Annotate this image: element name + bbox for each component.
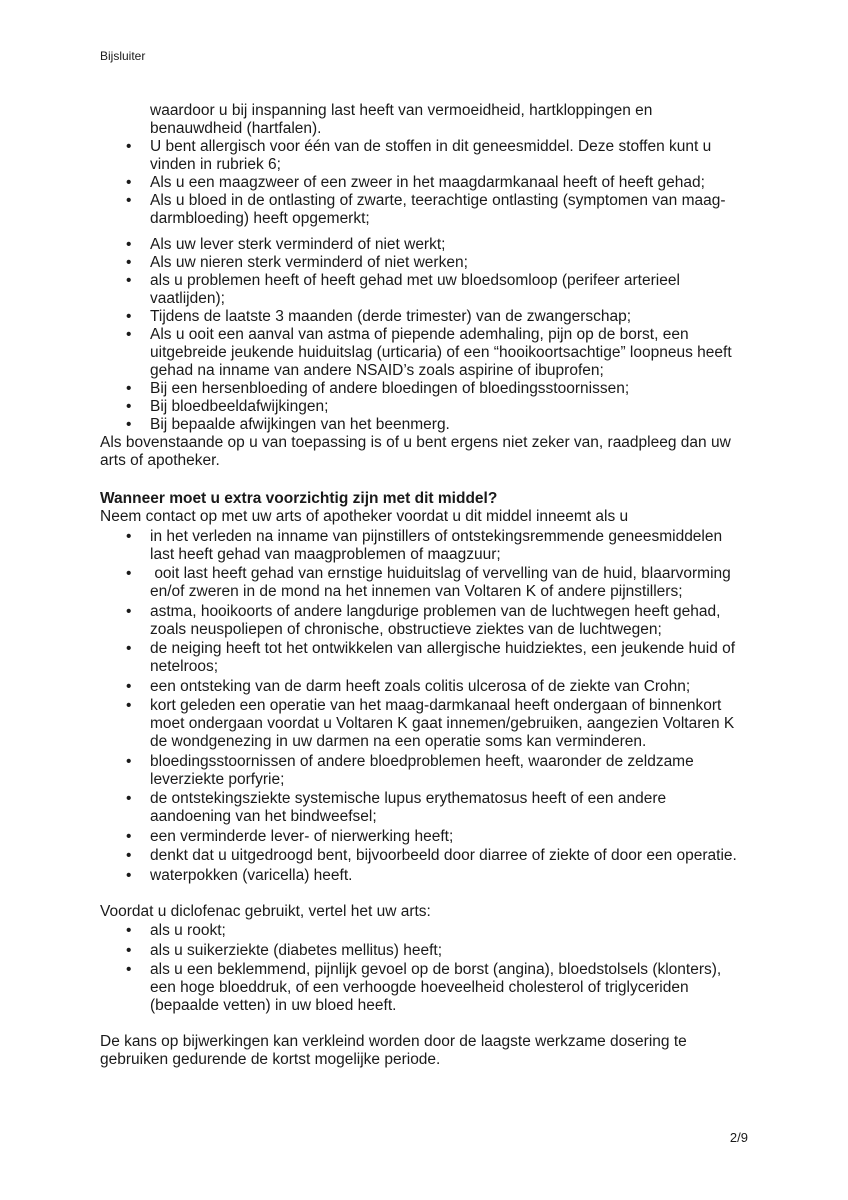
bullet-icon	[126, 603, 140, 621]
bullet-icon	[126, 272, 140, 290]
bullet-icon	[126, 416, 140, 434]
list-item	[100, 961, 742, 1015]
list-item-text: de ontstekingsziekte systemische lupus erythematosus heeft of een andere aandoening van het bindweefsel;	[150, 790, 671, 825]
bullet-icon	[126, 174, 140, 192]
bullet-icon	[126, 192, 140, 210]
list-item-text: Als u ooit een aanval van astma of piepende ademhaling, pijn op de borst, een uitgebreide jeukende huiduitslag (urticaria) of een “hooikoortsachtige” loopneus heeft gehad na inname van andere NSAID’s zoals aspirine of ibuprofen;	[150, 325, 736, 379]
bullet-icon	[126, 398, 140, 416]
bullet-icon	[126, 528, 140, 546]
bullet-icon	[126, 697, 140, 715]
list-item	[100, 697, 742, 751]
list-item-text: een verminderde lever- of nierwerking heeft;	[150, 827, 454, 845]
bullet-icon	[126, 961, 140, 979]
list-item-text: Als u bloed in de ontlasting of zwarte, teerachtige ontlasting (symptomen van maag-darmbloeding) heeft opgemerkt;	[150, 192, 726, 227]
list-item	[100, 565, 742, 601]
bullet-icon	[126, 753, 140, 771]
bullet-icon	[126, 308, 140, 326]
list-item	[100, 254, 742, 272]
list-item	[100, 828, 742, 846]
list-item-text: Als uw nieren sterk verminderd of niet werken;	[150, 253, 468, 271]
section-heading: Wanneer moet u extra voorzichtig zijn met dit middel?	[100, 490, 498, 507]
bullet-icon	[126, 254, 140, 272]
bullet-icon	[126, 138, 140, 156]
list-item-text: als u problemen heeft of heeft gehad met uw bloedsomloop (perifeer arterieel vaatlijden);	[150, 271, 685, 307]
list-item	[100, 790, 742, 826]
list-item-text: Als u een maagzweer of een zweer in het maagdarmkanaal heeft of heeft gehad;	[150, 174, 705, 191]
bullet-icon	[126, 565, 140, 583]
paragraph-contact-intro: Neem contact op met uw arts of apotheker voordat u dit middel inneemt als u	[100, 508, 629, 525]
spacer	[100, 885, 742, 903]
list-item	[100, 326, 742, 380]
list-item-text: kort geleden een operatie van het maag-darmkanaal heeft ondergaan of binnenkort moet ondergaan voordat u Voltaren K gaat innemen/gebruiken, aangezien Voltaren K de wondgenezing in uw darmen na een operatie soms kan verminderen.	[150, 697, 739, 750]
list-item	[100, 867, 742, 885]
spacer	[100, 470, 742, 488]
list-item-text: bloedingsstoornissen of andere bloedproblemen heeft, waaronder de zeldzame leverziekte porfyrie;	[150, 752, 699, 788]
list-item	[100, 174, 742, 192]
paragraph-continuation: waardoor u bij inspanning last heeft van vermoeidheid, hartkloppingen en benauwdheid (hartfalen).	[150, 102, 653, 137]
bullet-icon	[126, 867, 140, 885]
list-item-text: een ontsteking van de darm heeft zoals colitis ulcerosa of de ziekte van Crohn;	[150, 677, 691, 695]
list-item	[100, 678, 742, 696]
spacer	[100, 1015, 742, 1033]
list-item	[100, 192, 742, 228]
list-item	[100, 753, 742, 789]
list-item	[100, 236, 742, 254]
bullet-icon	[126, 847, 140, 865]
paragraph-consult-advice: Als bovenstaande op u van toepassing is of u bent ergens niet zeker van, raadpleeg dan uw arts of apotheker.	[100, 433, 731, 469]
list-item-text: Tijdens de laatste 3 maanden (derde trimester) van de zwangerschap;	[150, 307, 632, 325]
bullet-icon	[126, 236, 140, 254]
list-item-text: waterpokken (varicella) heeft.	[150, 866, 353, 884]
list-item	[100, 922, 742, 940]
bullet-icon	[126, 380, 140, 398]
page-number: 2/9	[729, 1130, 748, 1145]
bullet-icon	[126, 790, 140, 808]
list-item	[100, 308, 742, 326]
list-item-text: Bij een hersenbloeding of andere bloedingen of bloedingsstoornissen;	[150, 379, 630, 397]
list-item-text: astma, hooikoorts of andere langdurige problemen van de luchtwegen heeft gehad, zoals neuspoliepen of chronische, obstructieve ziektes van de luchtwegen;	[150, 602, 725, 638]
bullet-icon	[126, 678, 140, 696]
list-item-text: ooit last heeft gehad van ernstige huiduitslag of vervelling van de huid, blaarvorming en/of zweren in de mond na het innemen van Voltaren K of andere pijnstillers;	[150, 565, 736, 600]
list-item-text: Bij bloedbeeldafwijkingen;	[150, 397, 329, 415]
list-item	[100, 272, 742, 308]
paragraph-doctor-intro: Voordat u diclofenac gebruikt, vertel het uw arts:	[100, 902, 431, 920]
list-item	[100, 416, 742, 434]
bullet-icon	[126, 922, 140, 940]
list-item-text: als u een beklemmend, pijnlijk gevoel op de borst (angina), bloedstolsels (klonters), een hoge bloeddruk, of een verhoogde hoeveelheid cholesterol of triglyceriden (bepaalde vetten) in uw bloed heeft.	[150, 961, 726, 1014]
bullet-icon	[126, 828, 140, 846]
list-item	[100, 380, 742, 398]
bullet-icon	[126, 942, 140, 960]
list-item-text: als u rookt;	[150, 922, 226, 939]
document-content	[100, 102, 742, 1069]
paragraph-dose-advice: De kans op bijwerkingen kan verkleind worden door de laagste werkzame dosering te gebruiken gedurende de kortst mogelijke periode.	[100, 1033, 687, 1068]
list-item-text: denkt dat u uitgedroogd bent, bijvoorbeeld door diarree of ziekte of door een operatie.	[150, 847, 737, 864]
bullet-icon	[126, 326, 140, 344]
list-item	[100, 847, 742, 865]
list-item-text: Bij bepaalde afwijkingen van het beenmerg.	[150, 415, 450, 433]
list-item-text: in het verleden na inname van pijnstillers of ontstekingsremmende geneesmiddelen last heeft gehad van maagproblemen of maagzuur;	[150, 527, 727, 563]
list-item	[100, 603, 742, 639]
list-item	[100, 528, 742, 564]
list-item	[100, 138, 742, 174]
list-item-text: U bent allergisch voor één van de stoffen in dit geneesmiddel. Deze stoffen kunt u vinden in rubriek 6;	[150, 138, 716, 173]
bullet-icon	[126, 640, 140, 658]
list-item	[100, 942, 742, 960]
list-item	[100, 398, 742, 416]
document-header-label: Bijsluiter	[100, 49, 146, 63]
list-item-text: als u suikerziekte (diabetes mellitus) heeft;	[150, 941, 443, 959]
list-item	[100, 640, 742, 676]
list-item-text: Als uw lever sterk verminderd of niet werkt;	[150, 235, 446, 253]
list-item-text: de neiging heeft tot het ontwikkelen van allergische huidziektes, een jeukende huid of netelroos;	[150, 640, 740, 675]
